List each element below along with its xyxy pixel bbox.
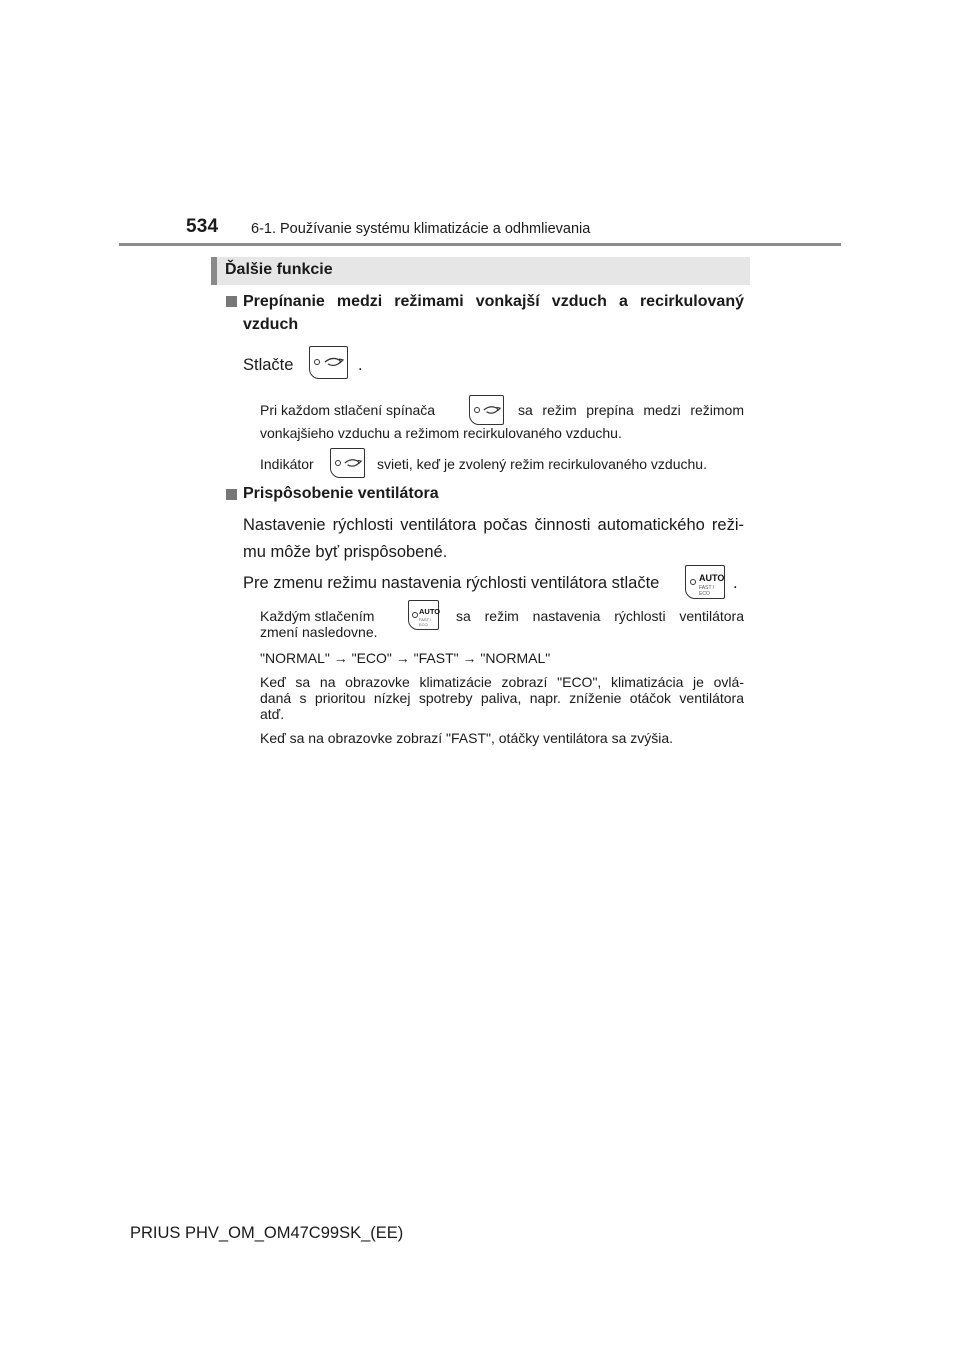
fan-paragraph-line2: mu môže byť prispôsobené.: [243, 543, 448, 561]
bullet-square-icon: [226, 489, 237, 500]
note-each-press-before: Každým stlačením: [260, 608, 375, 624]
chapter-title: 6-1. Používanie systému klimatizácie a odhmlievania: [251, 221, 591, 237]
section-bar-marker: [211, 257, 217, 285]
fan-press-period: .: [733, 574, 738, 592]
note-each-press-after: sa režim nastavenia rýchlosti ventilátora: [456, 608, 744, 624]
fan-press-instruction: Pre zmenu režimu nastavenia rýchlosti ventilátora stlačte: [243, 574, 660, 592]
eco-note-line2: daná s prioritou nízkej spotreby paliva, napr. zníženie otáčok ventilátora: [260, 690, 744, 706]
note-each-press-line2: zmení nasledovne.: [260, 624, 378, 640]
heading-air-mode-cont: vzduch: [243, 316, 299, 333]
press-instruction-period: .: [358, 356, 363, 374]
auto-fan-button-icon: AUTO FAST / ECO: [408, 600, 439, 630]
fast-note: Keď sa na obrazovke zobrazí "FAST", otáčky ventilátora sa zvýšia.: [260, 730, 674, 746]
note-switch-after: sa režim prepína medzi režimom: [518, 402, 744, 418]
eco-note-line3: atď.: [260, 706, 285, 722]
header-divider: [119, 243, 841, 246]
section-bar: [211, 257, 750, 285]
heading-air-mode: Prepínanie medzi režimami vonkajší vzduch a recirkulovaný: [243, 293, 744, 310]
mode-sequence: "NORMAL" → "ECO" → "FAST" → "NORMAL": [260, 650, 551, 666]
auto-fan-button-icon: AUTO FAST / ECO: [685, 565, 725, 599]
heading-fan: Prispôsobenie ventilátora: [243, 485, 439, 502]
recirculation-button-icon: [330, 448, 365, 478]
section-title: Ďalšie funkcie: [225, 261, 333, 278]
note-switch-line2: vonkajšieho vzduchu a režimom recirkulovaného vzduchu.: [260, 425, 622, 441]
recirculation-button-icon: [309, 346, 348, 379]
press-instruction: Stlačte: [243, 356, 294, 374]
bullet-square-icon: [226, 296, 237, 307]
document-id: PRIUS PHV_OM_OM47C99SK_(EE): [130, 1224, 404, 1242]
note-indicator-after: svieti, keď je zvolený režim recirkulovaného vzduchu.: [377, 456, 707, 472]
page-number: 534: [186, 216, 219, 237]
recirculation-button-icon: [469, 395, 504, 425]
eco-note-line1: Keď sa na obrazovke klimatizácie zobrazí "ECO", klimatizácia je ovlá-: [260, 674, 744, 690]
fan-paragraph-line1: Nastavenie rýchlosti ventilátora počas činnosti automatického reži-: [243, 516, 744, 534]
note-switch-before: Pri každom stlačení spínača: [260, 402, 436, 418]
note-indicator-before: Indikátor: [260, 456, 314, 472]
